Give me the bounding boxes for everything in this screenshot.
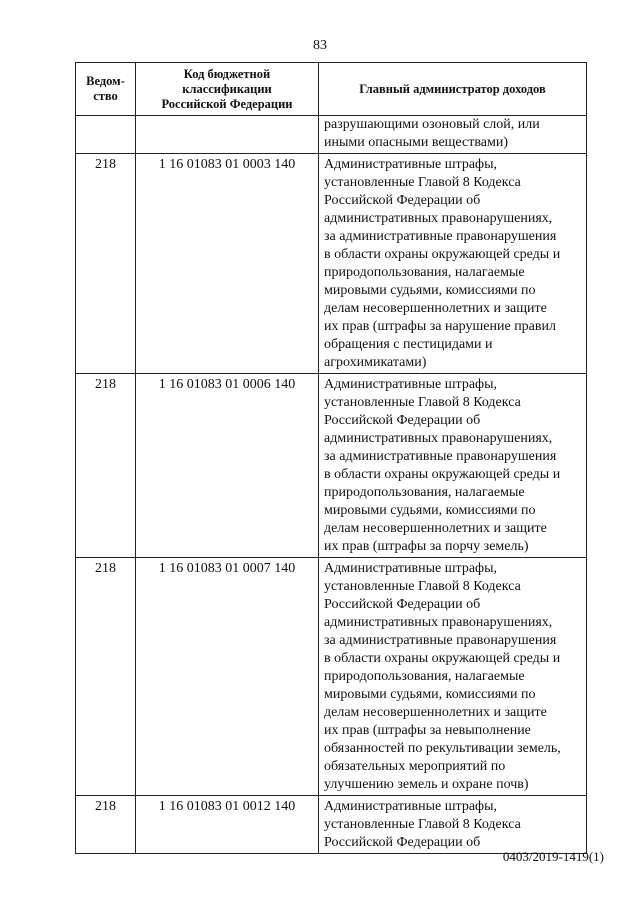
revenue-table — [75, 62, 587, 854]
description-line: за административные правонарушения — [324, 449, 557, 464]
description-line: их прав (штрафы за порчу земель) — [324, 539, 529, 554]
description-line: административных правонарушениях, — [324, 431, 553, 446]
dept-cell: 218 — [76, 154, 136, 374]
description-line: установленные Главой 8 Кодекса — [324, 817, 521, 832]
description-line: установленные Главой 8 Кодекса — [324, 175, 521, 190]
code-cell: 1 16 01083 01 0003 140 — [136, 154, 319, 374]
description-line: Административные штрафы, — [324, 377, 498, 392]
dept-cell: 218 — [76, 374, 136, 558]
description-line: мировыми судьями, комиссиями по — [324, 687, 536, 702]
description-line: агрохимикатами) — [324, 355, 427, 370]
description-line: мировыми судьями, комиссиями по — [324, 283, 536, 298]
header-code-line: Российской Федерации — [161, 96, 293, 111]
description-line: за административные правонарушения — [324, 633, 557, 648]
header-code — [136, 63, 319, 116]
dept-cell: 218 — [76, 558, 136, 796]
header-dept — [76, 63, 136, 116]
description-line: природопользования, налагаемые — [324, 485, 525, 500]
description-line: делам несовершеннолетних и защите — [324, 521, 547, 536]
header-dept-line: ство — [93, 89, 118, 103]
table-row — [76, 154, 587, 374]
description-cell — [319, 796, 587, 854]
code-cell: 1 16 01083 01 0007 140 — [136, 558, 319, 796]
description-line: Российской Федерации об — [324, 597, 481, 612]
description-line: природопользования, налагаемые — [324, 265, 525, 280]
description-line: установленные Главой 8 Кодекса — [324, 579, 521, 594]
table-row — [76, 558, 587, 796]
description-cell — [319, 558, 587, 796]
description-line: Административные штрафы, — [324, 799, 498, 814]
description-line: Российской Федерации об — [324, 193, 481, 208]
description-line: в области охраны окружающей среды и — [324, 247, 561, 262]
description-line: природопользования, налагаемые — [324, 669, 525, 684]
description-line: Российской Федерации об — [324, 835, 481, 850]
description-line: в области охраны окружающей среды и — [324, 651, 561, 666]
dept-cell — [76, 116, 136, 154]
description-line: их прав (штрафы за невыполнение — [324, 723, 531, 738]
description-line: Административные штрафы, — [324, 157, 498, 172]
description-line: мировыми судьями, комиссиями по — [324, 503, 536, 518]
description-cell — [319, 154, 587, 374]
description-line: Российской Федерации об — [324, 413, 481, 428]
description-line: административных правонарушениях, — [324, 615, 553, 630]
document-code: 0403/2019-1419(1) — [502, 849, 604, 864]
description-line: в области охраны окружающей среды и — [324, 467, 561, 482]
table-header-row — [76, 63, 587, 116]
header-administrator — [319, 63, 587, 116]
header-administrator-label: Главный администратор доходов — [359, 81, 546, 96]
description-line: разрушающими озоновый слой, или — [324, 117, 540, 132]
description-line: за административные правонарушения — [324, 229, 557, 244]
description-line: обязанностей по рекультивации земель, — [324, 741, 561, 756]
dept-cell: 218 — [76, 796, 136, 854]
table-row — [76, 796, 587, 854]
header-code-line: Код бюджетной — [183, 66, 271, 81]
description-line: обязательных мероприятий по — [324, 759, 506, 774]
description-cell — [319, 374, 587, 558]
table-row — [76, 116, 587, 154]
description-line: делам несовершеннолетних и защите — [324, 301, 547, 316]
header-dept-line: Ведом- — [86, 74, 125, 88]
description-line: Административные штрафы, — [324, 561, 498, 576]
table-row — [76, 374, 587, 558]
code-cell — [136, 116, 319, 154]
header-code-line: классификации — [182, 81, 272, 96]
description-line: иными опасными веществами) — [324, 135, 508, 150]
code-cell: 1 16 01083 01 0006 140 — [136, 374, 319, 558]
description-line: их прав (штрафы за нарушение правил — [324, 319, 556, 334]
description-line: делам несовершеннолетних и защите — [324, 705, 547, 720]
code-cell: 1 16 01083 01 0012 140 — [136, 796, 319, 854]
description-line: установленные Главой 8 Кодекса — [324, 395, 521, 410]
description-cell — [319, 116, 587, 154]
description-line: улучшению земель и охране почв) — [324, 777, 529, 792]
description-line: административных правонарушениях, — [324, 211, 553, 226]
description-line: обращения с пестицидами и — [324, 337, 493, 352]
page-number: 83 — [313, 38, 327, 53]
